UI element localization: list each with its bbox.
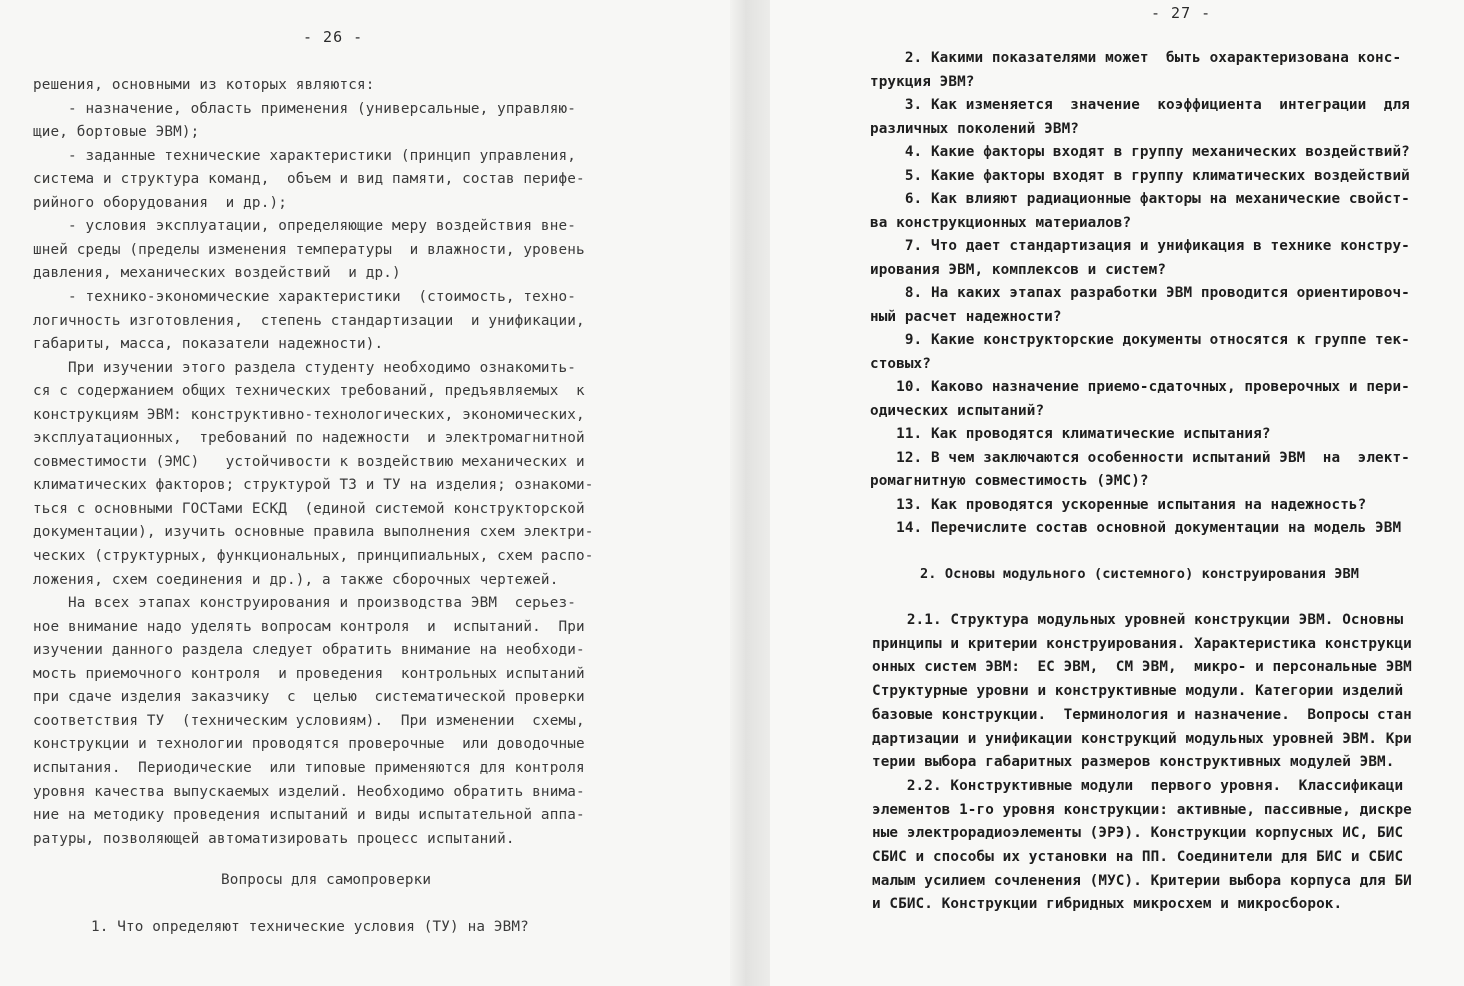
text-line: 14. Перечислите состав основной документации на модель ЭВМ: [870, 520, 1402, 536]
text-line: трукция ЭВМ?: [870, 73, 975, 90]
text-line: ться с основными ГОСТами ЕСКД (единой системой конструкторской: [33, 500, 585, 517]
section-title: Вопросы для самопроверки: [221, 872, 432, 888]
text-line: ся с содержанием общих технических требований, предъявляемых к: [33, 383, 585, 400]
text-line: решения, основными из которых являются:: [33, 77, 375, 93]
text-line: система и структура команд, объем и вид памяти, состав перифе-: [33, 171, 585, 188]
text-line: логичность изготовления, степень стандартизации и унификации,: [33, 312, 585, 329]
text-line: ное внимание надо уделять вопросам контроля и испытаний. При: [33, 618, 585, 635]
text-line: При изучении этого раздела студенту необходимо ознакомить-: [33, 359, 576, 376]
text-line: 2.2. Конструктивные модули первого уровня. Классификаци: [872, 777, 1404, 794]
text-line: конструкции и технологии проводятся проверочные или доводочные: [33, 736, 585, 753]
text-line: 12. В чем заключаются особенности испытаний ЭВМ на элект-: [870, 449, 1410, 466]
text-line: различных поколений ЭВМ?: [870, 120, 1079, 137]
text-line: щие, бортовые ЭВМ);: [33, 124, 200, 141]
text-line: На всех этапах конструирования и производства ЭВМ серьез-: [33, 595, 576, 612]
text-line: давления, механических воздействий и др.): [33, 265, 401, 282]
text-line: конструкциям ЭВМ: конструктивно-технологических, экономических,: [33, 406, 585, 423]
text-line: изучении данного раздела следует обратить внимание на необходи-: [33, 642, 585, 659]
text-line: совместимости (ЭМС) устойчивости к воздействию механических и: [33, 453, 585, 470]
text-line: ратуры, позволяющей автоматизировать процесс испытаний.: [33, 830, 515, 847]
text-line: - технико-экономические характеристики (стоимость, техно-: [33, 288, 576, 305]
left-page: [0, 0, 730, 986]
text-line: онных систем ЭВМ: ЕС ЭВМ, СМ ЭВМ, микро- и персональные ЭВМ: [872, 659, 1412, 676]
text-line: СБИС и способы их установки на ПП. Соединители для БИС и СБИС: [872, 849, 1404, 865]
text-line: 2. Какими показателями может быть охарактеризована конс-: [870, 50, 1402, 66]
text-line: и СБИС. Конструкции гибридных микросхем и микросборок.: [872, 896, 1343, 913]
text-line: рийного оборудования и др.);: [33, 194, 287, 211]
text-line: 11. Как проводятся климатические испытания?: [870, 426, 1271, 442]
text-line: 5. Какие факторы входят в группу климатических воздействий: [870, 167, 1410, 184]
text-line: ирования ЭВМ, комплексов и систем?: [870, 261, 1167, 278]
page-number: - 27 -: [1151, 4, 1212, 22]
text-line: малым усилием сочленения (МУС). Критерии выбора корпуса для БИ: [872, 872, 1412, 889]
text-line: ромагнитную совместимость (ЭМС)?: [870, 473, 1149, 489]
text-line: шней среды (пределы изменения температуры и влажности, уровень: [33, 241, 585, 258]
text-line: 3. Как изменяется значение коэффициента интеграции для: [870, 97, 1410, 113]
text-line: мость приемочного контроля и проведения контрольных испытаний: [33, 665, 585, 682]
text-line: Структурные уровни и конструктивные модули. Категории изделий: [872, 683, 1404, 700]
text-line: 8. На каких этапах разработки ЭВМ проводится ориентировоч-: [870, 285, 1410, 301]
text-line: одических испытаний?: [870, 402, 1045, 419]
text-line: эксплуатационных, требований по надежности и электромагнитной: [33, 430, 585, 447]
text-line: испытания. Периодические или типовые применяются для контроля: [33, 759, 585, 776]
text-line: климатических факторов; структурой ТЗ и ТУ на изделия; ознакоми-: [33, 477, 594, 494]
text-line: 10. Каково назначение приемо-сдаточных, проверочных и пери-: [870, 379, 1410, 395]
text-line: - заданные технические характеристики (принцип управления,: [33, 147, 576, 164]
text-line: 13. Как проводятся ускоренные испытания на надежность?: [870, 496, 1367, 513]
text-line: стовых?: [870, 355, 931, 372]
text-line: ние на методику проведения испытаний и виды испытательной аппа-: [33, 807, 585, 824]
text-line: 7. Что дает стандартизация и унификация в технике констру-: [870, 238, 1410, 254]
text-line: - назначение, область применения (универсальные, управляю-: [33, 100, 576, 117]
text-line: габариты, масса, показатели надежности).: [33, 336, 384, 353]
text-line: терии выбора габаритных размеров конструктивных модулей ЭВМ.: [872, 754, 1395, 771]
question-1: 1. Что определяют технические условия (ТУ) на ЭВМ?: [91, 919, 529, 935]
section-heading: 2. Основы модульного (системного) конструирования ЭВМ: [920, 566, 1360, 582]
right-page: [770, 0, 1464, 986]
book-gutter: [730, 0, 770, 986]
text-line: ва конструкционных материалов?: [870, 214, 1132, 231]
text-line: ный расчет надежности?: [870, 308, 1062, 325]
text-line: - условия эксплуатации, определяющие меру воздействия вне-: [33, 218, 576, 235]
text-line: при сдаче изделия заказчику с целью систематической проверки: [33, 689, 585, 706]
text-line: элементов 1-го уровня конструкции: активные, пассивные, дискре: [872, 801, 1412, 818]
text-line: принципы и критерии конструирования. Характеристика конструкци: [872, 635, 1412, 652]
text-line: 4. Какие факторы входят в группу механических воздействий?: [870, 144, 1410, 160]
text-line: ные электрорадиоэлементы (ЭРЭ). Конструкции корпусных ИС, БИС: [872, 825, 1404, 842]
text-line: уровня качества выпускаемых изделий. Необходимо обратить внима-: [33, 783, 585, 800]
text-line: соответствия ТУ (техническим условиям). При изменении схемы,: [33, 712, 585, 729]
text-line: документации), изучить основные правила выполнения схем электри-: [33, 524, 594, 541]
text-line: 9. Какие конструкторские документы относятся к группе тек-: [870, 332, 1410, 348]
page-number: - 26 -: [303, 28, 364, 46]
text-line: ческих (структурных, функциональных, принципиальных, схем распо-: [33, 548, 594, 564]
text-line: 6. Как влияют радиационные факторы на механические свойст-: [870, 191, 1410, 207]
text-line: базовые конструкции. Терминология и назначение. Вопросы стан: [872, 706, 1412, 723]
text-line: дартизации и унификации конструкций модульных уровней ЭВМ. Кри: [872, 730, 1412, 747]
text-line: 2.1. Структура модульных уровней конструкции ЭВМ. Основны: [872, 612, 1404, 628]
text-line: ложения, схем соединения и др.), а также сборочных чертежей.: [33, 571, 559, 588]
